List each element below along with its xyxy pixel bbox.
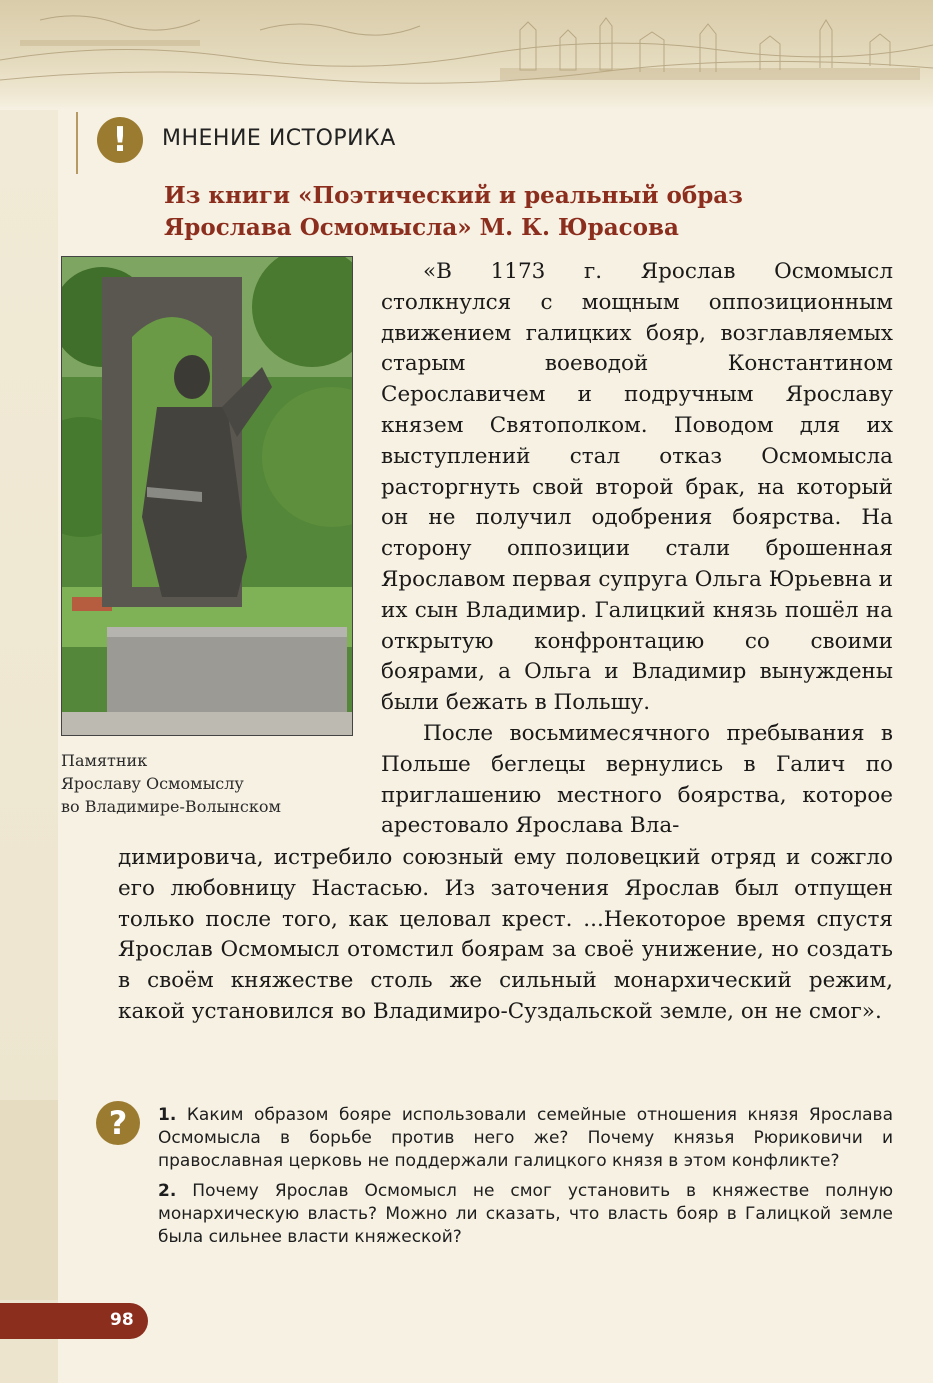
book-title-line2: Ярослава Осмомысла» М. К. Юрасова: [164, 214, 679, 241]
question-2: [158, 1180, 893, 1250]
page-number: 98: [110, 1310, 134, 1330]
caption-line2: Ярославу Осмомыслу: [61, 774, 244, 793]
quote-column: [381, 257, 893, 842]
question-2-number: 2.: [158, 1180, 177, 1201]
quote-paragraph-2-rest: димировича, истребило союзный ему половецкий отряд и сожгло его любовницу Настасью. Из заточения Ярослав был отпущен только после того, как целовал крест. ...Некоторое время спустя Ярослав Осмомысл отомстил боярам за своё унижение, но создать в своём княжестве столь же сильный монархический режим, какой установился во Владимиро-Суздальской земле, он не смог».: [118, 845, 893, 1024]
engraving-illustration: [0, 0, 933, 110]
monument-illustration: [62, 257, 352, 735]
monument-photo: [61, 256, 353, 736]
rubric-divider: [76, 112, 78, 174]
question-1: [158, 1104, 893, 1174]
quote-paragraph-2-start: После восьмимесячного пребывания в Польше беглецы вернулись в Галич по приглашению местного боярства, которое арестовало Ярослава Вла-: [381, 720, 893, 839]
photo-caption: [61, 749, 351, 818]
rubric-title: МНЕНИЕ ИСТОРИКА: [162, 126, 396, 151]
quote-paragraph-1: «В 1173 г. Ярослав Осмомысл столкнулся с мощным оппозиционным движением галицких бояр, возглавляемых старым воеводой Константином Серославичем и подручным Ярославу князем Святополком. Поводом для их выступлений стал отказ Осмомысла расторгнуть свой второй брак, на который он не получил одобрения боярства. На сторону оппозиции стали брошенная Ярославом первая супруга Ольга Юрьевна и их сын Владимир. Галицкий князь пошёл на открытую конфронтацию со своими боярами, а Ольга и Владимир вынуждены были бежать в Польшу.: [381, 259, 893, 716]
book-title: [164, 180, 884, 244]
question-1-number: 1.: [158, 1105, 177, 1125]
exclamation-icon: !: [97, 117, 143, 163]
book-title-line1: Из книги «Поэтический и реальный образ: [164, 182, 743, 209]
questions-block: [158, 1104, 893, 1255]
decorative-header-banner: [0, 0, 933, 110]
question-1-text: Каким образом бояре использовали семейные отношения князя Ярослава Осмомысла в борьбе против него же? Почему князья Рюриковичи и православная церковь не поддержали галицкого князя в этом конфликте?: [158, 1105, 893, 1172]
question-icon: ?: [96, 1101, 140, 1145]
caption-line3: во Владимире-Волынском: [61, 797, 281, 816]
quote-full-width: [118, 843, 893, 1028]
question-2-text: Почему Ярослав Осмомысл не смог установить в княжестве полную монархическую власть? Можно ли сказать, что власть бояр в Галицкой земле была сильнее власти княжеской?: [158, 1180, 893, 1248]
caption-line1: Памятник: [61, 751, 148, 770]
margin-strip-lower: [0, 1100, 58, 1300]
